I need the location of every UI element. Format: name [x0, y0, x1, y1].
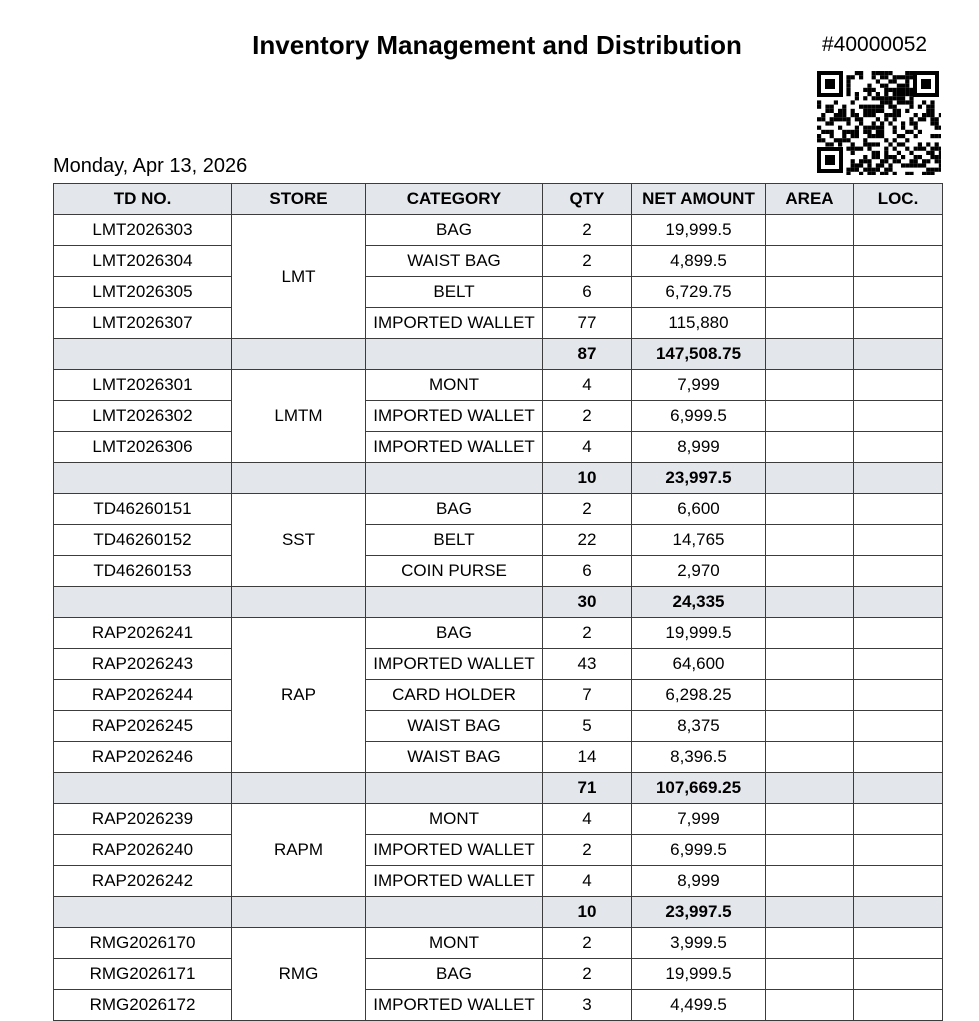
area-cell: [766, 959, 854, 990]
net-amount-cell: 8,375: [632, 711, 766, 742]
qty-cell: 43: [543, 649, 632, 680]
td-number-cell: TD46260151: [54, 494, 232, 525]
area-cell: [766, 990, 854, 1021]
area-cell: [766, 432, 854, 463]
qty-cell: 2: [543, 215, 632, 246]
loc-cell: [854, 246, 943, 277]
table-row: [54, 835, 943, 866]
loc-cell: [854, 990, 943, 1021]
qty-cell: 7: [543, 680, 632, 711]
subtotal-blank-cell: [366, 339, 543, 370]
category-cell: BAG: [366, 215, 543, 246]
table-row: [54, 525, 943, 556]
qty-cell: 2: [543, 494, 632, 525]
table-row: [54, 742, 943, 773]
td-number-cell: RMG2026171: [54, 959, 232, 990]
table-header-row: [54, 184, 943, 215]
qty-cell: 14: [543, 742, 632, 773]
net-amount-cell: 64,600: [632, 649, 766, 680]
area-cell: [766, 804, 854, 835]
net-amount-cell: 8,999: [632, 866, 766, 897]
category-cell: COIN PURSE: [366, 556, 543, 587]
table-row: [54, 215, 943, 246]
area-cell: [766, 680, 854, 711]
loc-cell: [854, 618, 943, 649]
loc-cell: [854, 277, 943, 308]
table-row: [54, 370, 943, 401]
td-number-cell: RAP2026244: [54, 680, 232, 711]
subtotal-blank-cell: [232, 587, 366, 618]
area-cell: [766, 742, 854, 773]
net-amount-cell: 6,999.5: [632, 835, 766, 866]
loc-cell: [854, 432, 943, 463]
column-header-area: AREA: [766, 184, 854, 215]
store-cell: LMTM: [232, 370, 366, 463]
net-amount-cell: 6,600: [632, 494, 766, 525]
category-cell: BAG: [366, 618, 543, 649]
net-amount-cell: 2,970: [632, 556, 766, 587]
qty-cell: 77: [543, 308, 632, 339]
table-row: [54, 246, 943, 277]
td-number-cell: LMT2026302: [54, 401, 232, 432]
subtotal-blank-cell: [54, 587, 232, 618]
qty-cell: 2: [543, 618, 632, 649]
net-amount-cell: 19,999.5: [632, 215, 766, 246]
category-cell: MONT: [366, 928, 543, 959]
qty-cell: 4: [543, 866, 632, 897]
loc-cell: [854, 556, 943, 587]
area-cell: [766, 525, 854, 556]
subtotal-row: [54, 463, 943, 494]
td-number-cell: RAP2026239: [54, 804, 232, 835]
loc-cell: [854, 401, 943, 432]
category-cell: MONT: [366, 804, 543, 835]
qty-cell: 2: [543, 246, 632, 277]
qty-cell: 4: [543, 804, 632, 835]
loc-cell: [854, 308, 943, 339]
loc-cell: [854, 215, 943, 246]
area-cell: [766, 215, 854, 246]
qty-cell: 2: [543, 959, 632, 990]
document-title: Inventory Management and Distribution: [252, 30, 742, 60]
subtotal-amount-cell: 24,335: [632, 587, 766, 618]
loc-cell: [854, 835, 943, 866]
td-number-cell: LMT2026301: [54, 370, 232, 401]
loc-cell: [854, 711, 943, 742]
subtotal-blank-cell: [766, 587, 854, 618]
loc-cell: [854, 370, 943, 401]
net-amount-cell: 6,298.25: [632, 680, 766, 711]
loc-cell: [854, 680, 943, 711]
subtotal-blank-cell: [54, 897, 232, 928]
td-number-cell: RMG2026172: [54, 990, 232, 1021]
subtotal-blank-cell: [54, 339, 232, 370]
loc-cell: [854, 866, 943, 897]
table-row: [54, 649, 943, 680]
area-cell: [766, 835, 854, 866]
table-row: [54, 494, 943, 525]
inventory-table: [53, 183, 943, 1021]
area-cell: [766, 928, 854, 959]
subtotal-blank-cell: [854, 897, 943, 928]
td-number-cell: TD46260153: [54, 556, 232, 587]
category-cell: WAIST BAG: [366, 246, 543, 277]
subtotal-row: [54, 773, 943, 804]
subtotal-blank-cell: [766, 339, 854, 370]
qty-cell: 4: [543, 432, 632, 463]
category-cell: IMPORTED WALLET: [366, 866, 543, 897]
subtotal-blank-cell: [766, 897, 854, 928]
net-amount-cell: 4,499.5: [632, 990, 766, 1021]
category-cell: BAG: [366, 959, 543, 990]
td-number-cell: LMT2026303: [54, 215, 232, 246]
net-amount-cell: 4,899.5: [632, 246, 766, 277]
subtotal-qty-cell: 10: [543, 897, 632, 928]
qty-cell: 3: [543, 990, 632, 1021]
qr-code-icon: [815, 69, 941, 175]
loc-cell: [854, 649, 943, 680]
loc-cell: [854, 928, 943, 959]
area-cell: [766, 494, 854, 525]
table-row: [54, 866, 943, 897]
subtotal-amount-cell: 147,508.75: [632, 339, 766, 370]
loc-cell: [854, 494, 943, 525]
store-cell: RMG: [232, 928, 366, 1021]
area-cell: [766, 246, 854, 277]
net-amount-cell: 14,765: [632, 525, 766, 556]
subtotal-blank-cell: [366, 587, 543, 618]
area-cell: [766, 649, 854, 680]
td-number-cell: LMT2026305: [54, 277, 232, 308]
net-amount-cell: 19,999.5: [632, 959, 766, 990]
subtotal-row: [54, 897, 943, 928]
category-cell: BAG: [366, 494, 543, 525]
td-number-cell: TD46260152: [54, 525, 232, 556]
subtotal-blank-cell: [54, 773, 232, 804]
table-row: [54, 401, 943, 432]
category-cell: WAIST BAG: [366, 711, 543, 742]
category-cell: IMPORTED WALLET: [366, 308, 543, 339]
category-cell: BELT: [366, 525, 543, 556]
net-amount-cell: 19,999.5: [632, 618, 766, 649]
td-number-cell: LMT2026306: [54, 432, 232, 463]
subtotal-blank-cell: [232, 339, 366, 370]
table-row: [54, 308, 943, 339]
subtotal-qty-cell: 71: [543, 773, 632, 804]
subtotal-amount-cell: 23,997.5: [632, 897, 766, 928]
subtotal-row: [54, 587, 943, 618]
area-cell: [766, 401, 854, 432]
subtotal-qty-cell: 10: [543, 463, 632, 494]
table-row: [54, 277, 943, 308]
subtotal-blank-cell: [366, 897, 543, 928]
area-cell: [766, 711, 854, 742]
column-header-store: STORE: [232, 184, 366, 215]
subtotal-qty-cell: 30: [543, 587, 632, 618]
subtotal-blank-cell: [854, 339, 943, 370]
category-cell: IMPORTED WALLET: [366, 649, 543, 680]
table-row: [54, 680, 943, 711]
category-cell: CARD HOLDER: [366, 680, 543, 711]
qty-cell: 6: [543, 556, 632, 587]
td-number-cell: RAP2026242: [54, 866, 232, 897]
store-cell: SST: [232, 494, 366, 587]
qty-cell: 2: [543, 401, 632, 432]
category-cell: BELT: [366, 277, 543, 308]
document-number: #40000052: [822, 33, 928, 56]
column-header-loc: LOC.: [854, 184, 943, 215]
loc-cell: [854, 804, 943, 835]
qty-cell: 5: [543, 711, 632, 742]
column-header-category: CATEGORY: [366, 184, 543, 215]
net-amount-cell: 8,396.5: [632, 742, 766, 773]
net-amount-cell: 7,999: [632, 804, 766, 835]
subtotal-blank-cell: [854, 587, 943, 618]
loc-cell: [854, 959, 943, 990]
table-row: [54, 959, 943, 990]
net-amount-cell: 3,999.5: [632, 928, 766, 959]
td-number-cell: RAP2026243: [54, 649, 232, 680]
subtotal-blank-cell: [766, 463, 854, 494]
subtotal-qty-cell: 87: [543, 339, 632, 370]
subtotal-amount-cell: 107,669.25: [632, 773, 766, 804]
td-number-cell: RMG2026170: [54, 928, 232, 959]
store-cell: RAPM: [232, 804, 366, 897]
td-number-cell: LMT2026304: [54, 246, 232, 277]
loc-cell: [854, 525, 943, 556]
qty-cell: 22: [543, 525, 632, 556]
area-cell: [766, 370, 854, 401]
category-cell: IMPORTED WALLET: [366, 835, 543, 866]
category-cell: IMPORTED WALLET: [366, 990, 543, 1021]
subtotal-blank-cell: [854, 463, 943, 494]
qty-cell: 2: [543, 928, 632, 959]
td-number-cell: LMT2026307: [54, 308, 232, 339]
report-date: Monday, Apr 13, 2026: [53, 155, 248, 177]
table-row: [54, 556, 943, 587]
subtotal-amount-cell: 23,997.5: [632, 463, 766, 494]
td-number-cell: RAP2026246: [54, 742, 232, 773]
qty-cell: 6: [543, 277, 632, 308]
loc-cell: [854, 742, 943, 773]
column-header-qty: QTY: [543, 184, 632, 215]
net-amount-cell: 8,999: [632, 432, 766, 463]
td-number-cell: RAP2026240: [54, 835, 232, 866]
category-cell: IMPORTED WALLET: [366, 401, 543, 432]
area-cell: [766, 866, 854, 897]
subtotal-row: [54, 339, 943, 370]
area-cell: [766, 618, 854, 649]
store-cell: RAP: [232, 618, 366, 773]
subtotal-blank-cell: [232, 897, 366, 928]
category-cell: WAIST BAG: [366, 742, 543, 773]
table-row: [54, 804, 943, 835]
net-amount-cell: 115,880: [632, 308, 766, 339]
table-row: [54, 618, 943, 649]
subtotal-blank-cell: [854, 773, 943, 804]
area-cell: [766, 277, 854, 308]
net-amount-cell: 6,999.5: [632, 401, 766, 432]
subtotal-blank-cell: [366, 773, 543, 804]
net-amount-cell: 6,729.75: [632, 277, 766, 308]
subtotal-blank-cell: [232, 463, 366, 494]
subtotal-blank-cell: [766, 773, 854, 804]
category-cell: MONT: [366, 370, 543, 401]
table-row: [54, 990, 943, 1021]
td-number-cell: RAP2026245: [54, 711, 232, 742]
category-cell: IMPORTED WALLET: [366, 432, 543, 463]
area-cell: [766, 308, 854, 339]
store-cell: LMT: [232, 215, 366, 339]
subtotal-blank-cell: [232, 773, 366, 804]
table-row: [54, 711, 943, 742]
td-number-cell: RAP2026241: [54, 618, 232, 649]
qty-cell: 2: [543, 835, 632, 866]
qty-cell: 4: [543, 370, 632, 401]
subtotal-blank-cell: [366, 463, 543, 494]
column-header-td-no: TD NO.: [54, 184, 232, 215]
table-row: [54, 432, 943, 463]
subtotal-blank-cell: [54, 463, 232, 494]
net-amount-cell: 7,999: [632, 370, 766, 401]
area-cell: [766, 556, 854, 587]
table-row: [54, 928, 943, 959]
column-header-net-amount: NET AMOUNT: [632, 184, 766, 215]
